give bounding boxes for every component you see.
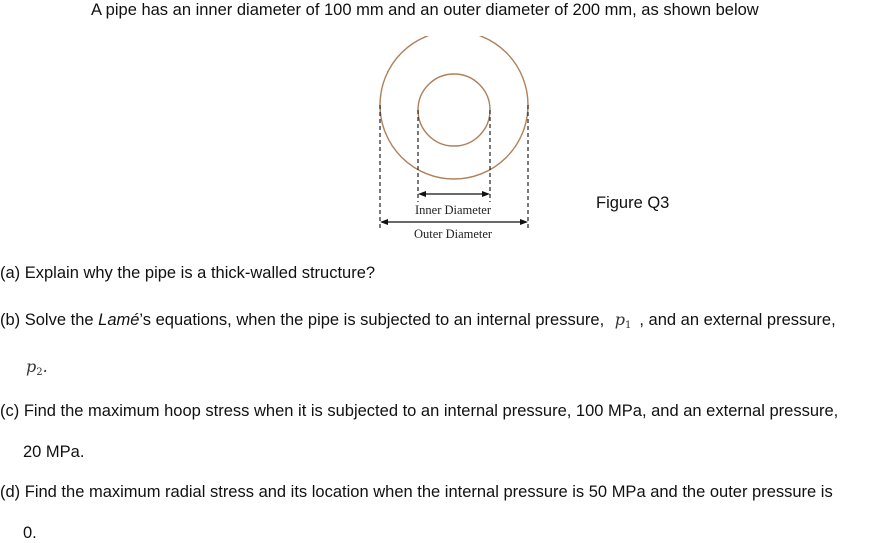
outer-circle xyxy=(380,36,528,179)
question-b-prefix: (b) Solve the xyxy=(0,311,99,329)
outer-arrow-right-icon xyxy=(520,219,528,225)
inner-diameter-label: Inner Diameter xyxy=(415,203,492,217)
lame-name: Lamé xyxy=(98,311,140,329)
question-b-end: . xyxy=(42,357,48,376)
outer-diameter-label: Outer Diameter xyxy=(414,227,493,241)
inner-arrow-left-icon xyxy=(418,191,426,197)
question-b-continuation xyxy=(26,357,48,383)
question-c: (c) Find the maximum hoop stress when it is subjected to an internal pressure, 100 MPa, and an external pressure, xyxy=(0,402,839,420)
inner-arrow-right-icon xyxy=(482,191,490,197)
internal-pressure-symbol: $p_1$ xyxy=(614,310,632,331)
question-b xyxy=(0,310,836,336)
question-a: (a) Explain why the pipe is a thick-walled structure? xyxy=(0,264,376,282)
external-pressure-symbol: $p_2$ xyxy=(26,357,43,378)
question-d: (d) Find the maximum radial stress and its location when the internal pressure is 50 MPa and the outer pressure is xyxy=(0,483,833,501)
outer-arrow-left-icon xyxy=(380,219,388,225)
problem-intro: A pipe has an inner diameter of 100 mm and an outer diameter of 200 mm, as shown below xyxy=(91,1,759,19)
inner-circle xyxy=(418,74,490,146)
pipe-cross-section-diagram xyxy=(370,36,540,246)
figure-caption: Figure Q3 xyxy=(596,194,670,212)
question-c-continuation: 20 MPa. xyxy=(23,443,85,461)
question-d-continuation: 0. xyxy=(23,524,37,542)
question-b-mid: ’s equations, when the pipe is subjected to an internal pressure, xyxy=(139,311,605,329)
question-b-suffix: , and an external pressure, xyxy=(639,311,836,329)
